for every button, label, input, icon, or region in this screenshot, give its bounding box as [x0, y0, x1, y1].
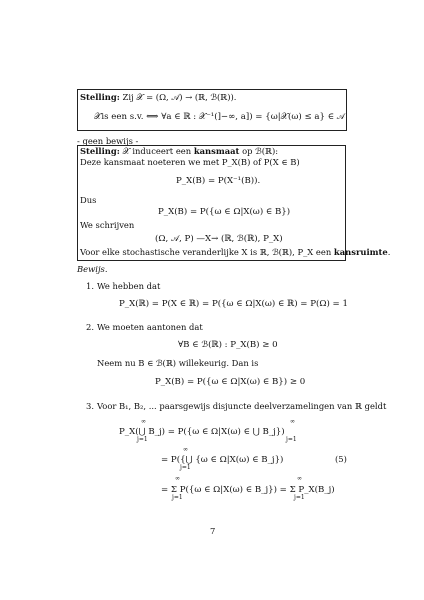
theorem2-last-pre: Voor elke stochastische veranderlijke X is ℝ, ℬ(ℝ), P_X een: [80, 247, 332, 257]
proof-item3-text: Voor B₁, B₂, ... paarsgewijs disjuncte deelverzamelingen van ℝ geldt: [97, 401, 387, 411]
theorem2-eq3: (Ω, 𝒜, P) —X→ (ℝ, ℬ(ℝ), P_X): [155, 234, 283, 244]
sum-top-a2: ∞: [290, 418, 295, 425]
proof-item3-number: 3.: [86, 401, 94, 411]
theorem2-eq2: P_X(B) = P({ω ∈ Ω|X(ω) ∈ B}): [158, 207, 291, 217]
proof-item1-number: 1.: [86, 281, 94, 291]
sum-bottom-c1: j=1: [172, 494, 183, 501]
theorem1-statement: Zij 𝒳 = (Ω, 𝒜) → (ℝ, ℬ(ℝ)).: [122, 92, 237, 102]
sum-bottom-b: j=1: [180, 464, 191, 471]
sum-top-a1: ∞: [141, 418, 146, 425]
proof-item2-eq: ∀B ∈ ℬ(ℝ) : P_X(B) ≥ 0: [178, 340, 278, 350]
proof-item2-eq2: P_X(B) = P({ω ∈ Ω|X(ω) ∈ B}) ≥ 0: [155, 377, 306, 387]
page-number: 7: [210, 526, 216, 536]
proof-item1-text: We hebben dat: [97, 281, 161, 291]
theorem2-eq1: P_X(B) = P(X⁻¹(B)).: [176, 176, 261, 186]
sum-top-b: ∞: [183, 446, 188, 453]
proof-label: Bewijs.: [77, 264, 108, 274]
theorem2-kansmaat: kansmaat: [193, 146, 240, 156]
sum-bottom-a1: j=1: [137, 436, 148, 443]
proof-item3-eq-a: P_X(⋃ B_j) = P({ω ∈ Ω|X(ω) ∈ ⋃ B_j}): [119, 427, 285, 437]
theorem2-head-label: Stelling:: [80, 146, 120, 156]
theorem1-head-label: Stelling:: [80, 92, 120, 102]
no-proof-label: - geen bewijs -: [77, 136, 139, 146]
theorem2-line2: Deze kansmaat noeteren we met P_X(B) of P(X ∈ B): [80, 157, 300, 167]
theorem1-equivalence: 𝒳is een s.v. ⟺ ∀a ∈ ℝ : 𝒳⁻¹(]−∞, a]) = {ω|𝒳(ω) ≤ a} ∈ 𝒜: [94, 112, 345, 122]
theorem2-first-line: [80, 147, 278, 157]
theorem2-last-line: [80, 248, 390, 258]
theorem2-kansruimte: kansruimte: [333, 247, 388, 257]
proof-item3-eq-c: = Σ P({ω ∈ Ω|X(ω) ∈ B_j}) = Σ P_X(B_j): [161, 485, 335, 495]
proof-item2-number: 2.: [86, 322, 94, 332]
proof-item2-text2: Neem nu B ∈ ℬ(ℝ) willekeurig. Dan is: [97, 358, 259, 368]
theorem1-head: [80, 93, 236, 103]
theorem2-dus: Dus: [80, 195, 97, 205]
proof-item1-eq: P_X(ℝ) = P(X ∈ ℝ) = P({ω ∈ Ω|X(ω) ∈ ℝ) = P(Ω) = 1: [119, 299, 348, 309]
sum-top-c2: ∞: [297, 475, 302, 482]
proof-item3-eq-b: = P({⋃ {ω ∈ Ω|X(ω) ∈ B_j}): [161, 455, 284, 465]
theorem2-statement-post: op ℬ(ℝ):: [242, 146, 279, 156]
equation-number-5: (5): [335, 454, 347, 464]
sum-bottom-c2: j=1: [294, 494, 305, 501]
proof-item2-text: We moeten aantonen dat: [97, 322, 203, 332]
theorem2-we-schrijven: We schrijven: [80, 220, 135, 230]
theorem2-statement-pre: 𝒳 induceert een: [122, 146, 192, 156]
sum-top-c1: ∞: [175, 475, 180, 482]
theorem2-last-post: .: [387, 247, 391, 257]
sum-bottom-a2: j=1: [286, 436, 297, 443]
